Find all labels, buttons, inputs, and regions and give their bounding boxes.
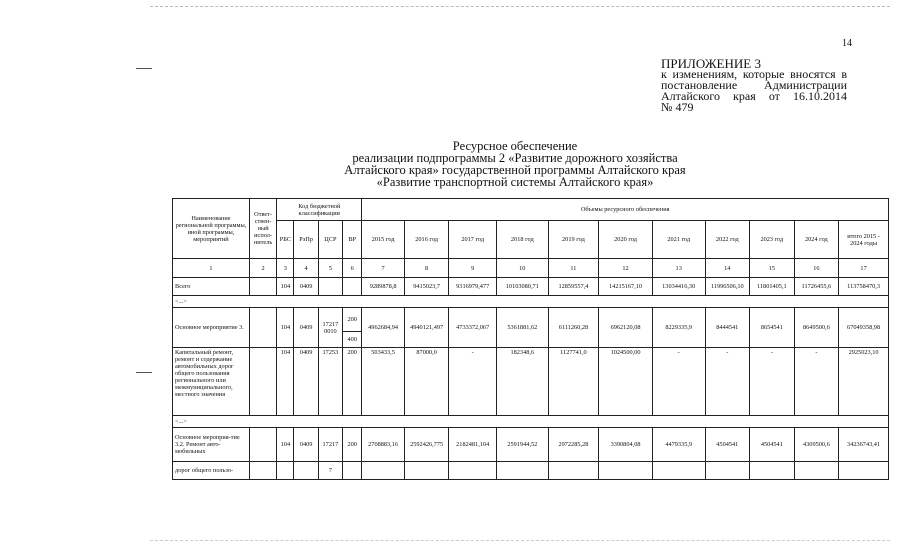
row-rzpr: 0409 [294, 308, 318, 348]
row-value: 9289878,8 [362, 278, 405, 296]
row-value: 11726455,6 [794, 278, 839, 296]
row-value [496, 462, 548, 480]
row-value: 2592426,775 [404, 428, 449, 462]
header-year: 2018 год [496, 221, 548, 259]
row-csr: 17217 0010 [318, 308, 342, 348]
row-value: 113758470,3 [839, 278, 889, 296]
row-value [652, 462, 705, 480]
header-rbs: РБС [277, 221, 294, 259]
row-value [449, 462, 497, 480]
row-value: - [652, 348, 705, 416]
row-name: Основное мероприятие 3. [173, 308, 250, 348]
appendix-title: ПРИЛОЖЕНИЕ 3 [661, 56, 761, 71]
col-number: 3 [277, 259, 294, 278]
row-rbs: 104 [277, 428, 294, 462]
row-responsible [249, 308, 276, 348]
header-year: 2022 год [705, 221, 750, 259]
col-number: 6 [343, 259, 362, 278]
col-number: 9 [449, 259, 497, 278]
heading-line: реализации подпрограммы 2 «Развитие дорожного хозяйства [352, 151, 678, 165]
row-value: 8649500,6 [794, 308, 839, 348]
row-value [362, 462, 405, 480]
row-value [599, 462, 653, 480]
header-name: Наименование региональной программы, иной программы, мероприятий [173, 199, 250, 259]
row-value: 14215167,10 [599, 278, 653, 296]
row-value: 503433,5 [362, 348, 405, 416]
col-number: 14 [705, 259, 750, 278]
row-value: 11801405,1 [750, 278, 795, 296]
ellipsis-cell: <...> [173, 296, 889, 308]
row-value: 12859557,4 [548, 278, 599, 296]
col-number: 15 [750, 259, 795, 278]
row-value [750, 462, 795, 480]
row-value [404, 462, 449, 480]
row-vr [343, 462, 362, 480]
scan-top-edge [150, 6, 890, 7]
row-name: Всего [173, 278, 250, 296]
scan-bottom-edge [150, 540, 890, 541]
row-name: дорог общего пользо- [173, 462, 250, 480]
header-csr: ЦСР [318, 221, 342, 259]
header-total: итого 2015 - 2024 годы [839, 221, 889, 259]
ellipsis-cell: <...> [173, 416, 889, 428]
row-value: 182348,6 [496, 348, 548, 416]
row-value: 4479335,9 [652, 428, 705, 462]
header-year: 2017 год [449, 221, 497, 259]
header-row [173, 199, 889, 221]
row-value: 6111260,28 [548, 308, 599, 348]
row-value: 2925023,10 [839, 348, 889, 416]
row-value: 4309500,6 [794, 428, 839, 462]
table-row-last [173, 462, 889, 480]
row-value: 1127741,0 [548, 348, 599, 416]
row-value: 2591944,52 [496, 428, 548, 462]
row-vr [343, 278, 362, 296]
margin-mark [136, 68, 152, 69]
row-name: Основное мероприя-тие 3.2. Ремонт авто-мобильных [173, 428, 250, 462]
col-number: 4 [294, 259, 318, 278]
row-value: 9415023,7 [404, 278, 449, 296]
document-heading [300, 140, 730, 188]
col-number: 11 [548, 259, 599, 278]
row-value: 67049358,98 [839, 308, 889, 348]
row-rzpr [294, 462, 318, 480]
column-number-row [173, 259, 889, 278]
appendix-line: постановление Администрации [661, 78, 847, 92]
row-value: 4504541 [705, 428, 750, 462]
row-vr: 400 [343, 332, 362, 348]
row-value: 6962120,08 [599, 308, 653, 348]
header-vr: ВР [343, 221, 362, 259]
row-value: 4733372,067 [449, 308, 497, 348]
row-rzpr: 0409 [294, 278, 318, 296]
row-value: 4940121,497 [404, 308, 449, 348]
row-value: 8654541 [750, 308, 795, 348]
row-value: 13034416,30 [652, 278, 705, 296]
row-responsible [249, 428, 276, 462]
row-responsible [249, 462, 276, 480]
col-number: 12 [599, 259, 653, 278]
table-row-main3 [173, 308, 889, 332]
col-number: 1 [173, 259, 250, 278]
resource-table [172, 198, 889, 480]
header-year: 2020 год [599, 221, 653, 259]
row-csr: 17217 [318, 428, 342, 462]
row-value: 4962684,94 [362, 308, 405, 348]
col-number: 2 [249, 259, 276, 278]
heading-line: «Развитие транспортной системы Алтайского края» [376, 175, 654, 189]
table-row-ellipsis [173, 416, 889, 428]
col-number: 10 [496, 259, 548, 278]
row-value: 2182481,104 [449, 428, 497, 462]
row-value [705, 462, 750, 480]
row-value [794, 462, 839, 480]
row-value: 3390804,08 [599, 428, 653, 462]
row-value: - [705, 348, 750, 416]
row-value: 2972285,28 [548, 428, 599, 462]
col-number: 16 [794, 259, 839, 278]
appendix-line: к изменениям, которые вносятся в [661, 67, 847, 81]
table-row-capital [173, 348, 889, 416]
page-number: 14 [842, 38, 852, 49]
row-value: 2708883,16 [362, 428, 405, 462]
header-year: 2021 год [652, 221, 705, 259]
header-year: 2023 год [750, 221, 795, 259]
row-rbs: 104 [277, 348, 294, 416]
row-responsible [249, 278, 276, 296]
row-vr: 200 [343, 348, 362, 416]
row-csr: 7 [318, 462, 342, 480]
row-value: - [750, 348, 795, 416]
margin-mark [136, 372, 152, 373]
row-value: 87000,0 [404, 348, 449, 416]
row-vr: 200 [343, 428, 362, 462]
col-number: 7 [362, 259, 405, 278]
header-year: 2016 год [404, 221, 449, 259]
row-name: Капитальный ремонт, ремонт и содержание автомобильных дорог общего пользования регионального или межмуниципального, местного значения [173, 348, 250, 416]
heading-line: Алтайского края» государственной программы Алтайского края [344, 163, 686, 177]
row-csr: 17253 [318, 348, 342, 416]
header-subrow [173, 221, 889, 259]
row-csr [318, 278, 342, 296]
row-value: - [449, 348, 497, 416]
appendix-line: № 479 [661, 100, 694, 114]
row-value: 10103080,71 [496, 278, 548, 296]
table-row-ellipsis [173, 296, 889, 308]
col-number: 17 [839, 259, 889, 278]
table-row-main32 [173, 428, 889, 462]
header-rzpr: РзПр [294, 221, 318, 259]
row-value: 4504541 [750, 428, 795, 462]
row-value: 8229335,9 [652, 308, 705, 348]
row-rzpr: 0409 [294, 348, 318, 416]
header-responsible: Ответ-ствен-ный испол-нитель [249, 199, 276, 259]
row-value: 9316979,477 [449, 278, 497, 296]
col-number: 8 [404, 259, 449, 278]
row-value [548, 462, 599, 480]
row-rzpr: 0409 [294, 428, 318, 462]
header-year: 2019 год [548, 221, 599, 259]
row-value: 5361881,62 [496, 308, 548, 348]
row-value [839, 462, 889, 480]
header-budget-code: Код бюджетной классификации [277, 199, 362, 221]
row-rbs [277, 462, 294, 480]
header-year: 2024 год [794, 221, 839, 259]
row-value: - [794, 348, 839, 416]
row-responsible [249, 348, 276, 416]
row-value: 11996506,10 [705, 278, 750, 296]
appendix-block [661, 58, 847, 113]
col-number: 5 [318, 259, 342, 278]
row-value: 1024500,00 [599, 348, 653, 416]
row-rbs: 104 [277, 308, 294, 348]
heading-line: Ресурсное обеспечение [452, 139, 578, 153]
header-year: 2015 год [362, 221, 405, 259]
table-row-total [173, 278, 889, 296]
row-rbs: 104 [277, 278, 294, 296]
col-number: 13 [652, 259, 705, 278]
row-vr: 200 [343, 308, 362, 332]
row-value: 8444541 [705, 308, 750, 348]
row-value: 34236743,41 [839, 428, 889, 462]
header-volumes: Объемы ресурсного обеспечения [362, 199, 889, 221]
appendix-line: Алтайского края от 16.10.2014 [661, 89, 847, 103]
